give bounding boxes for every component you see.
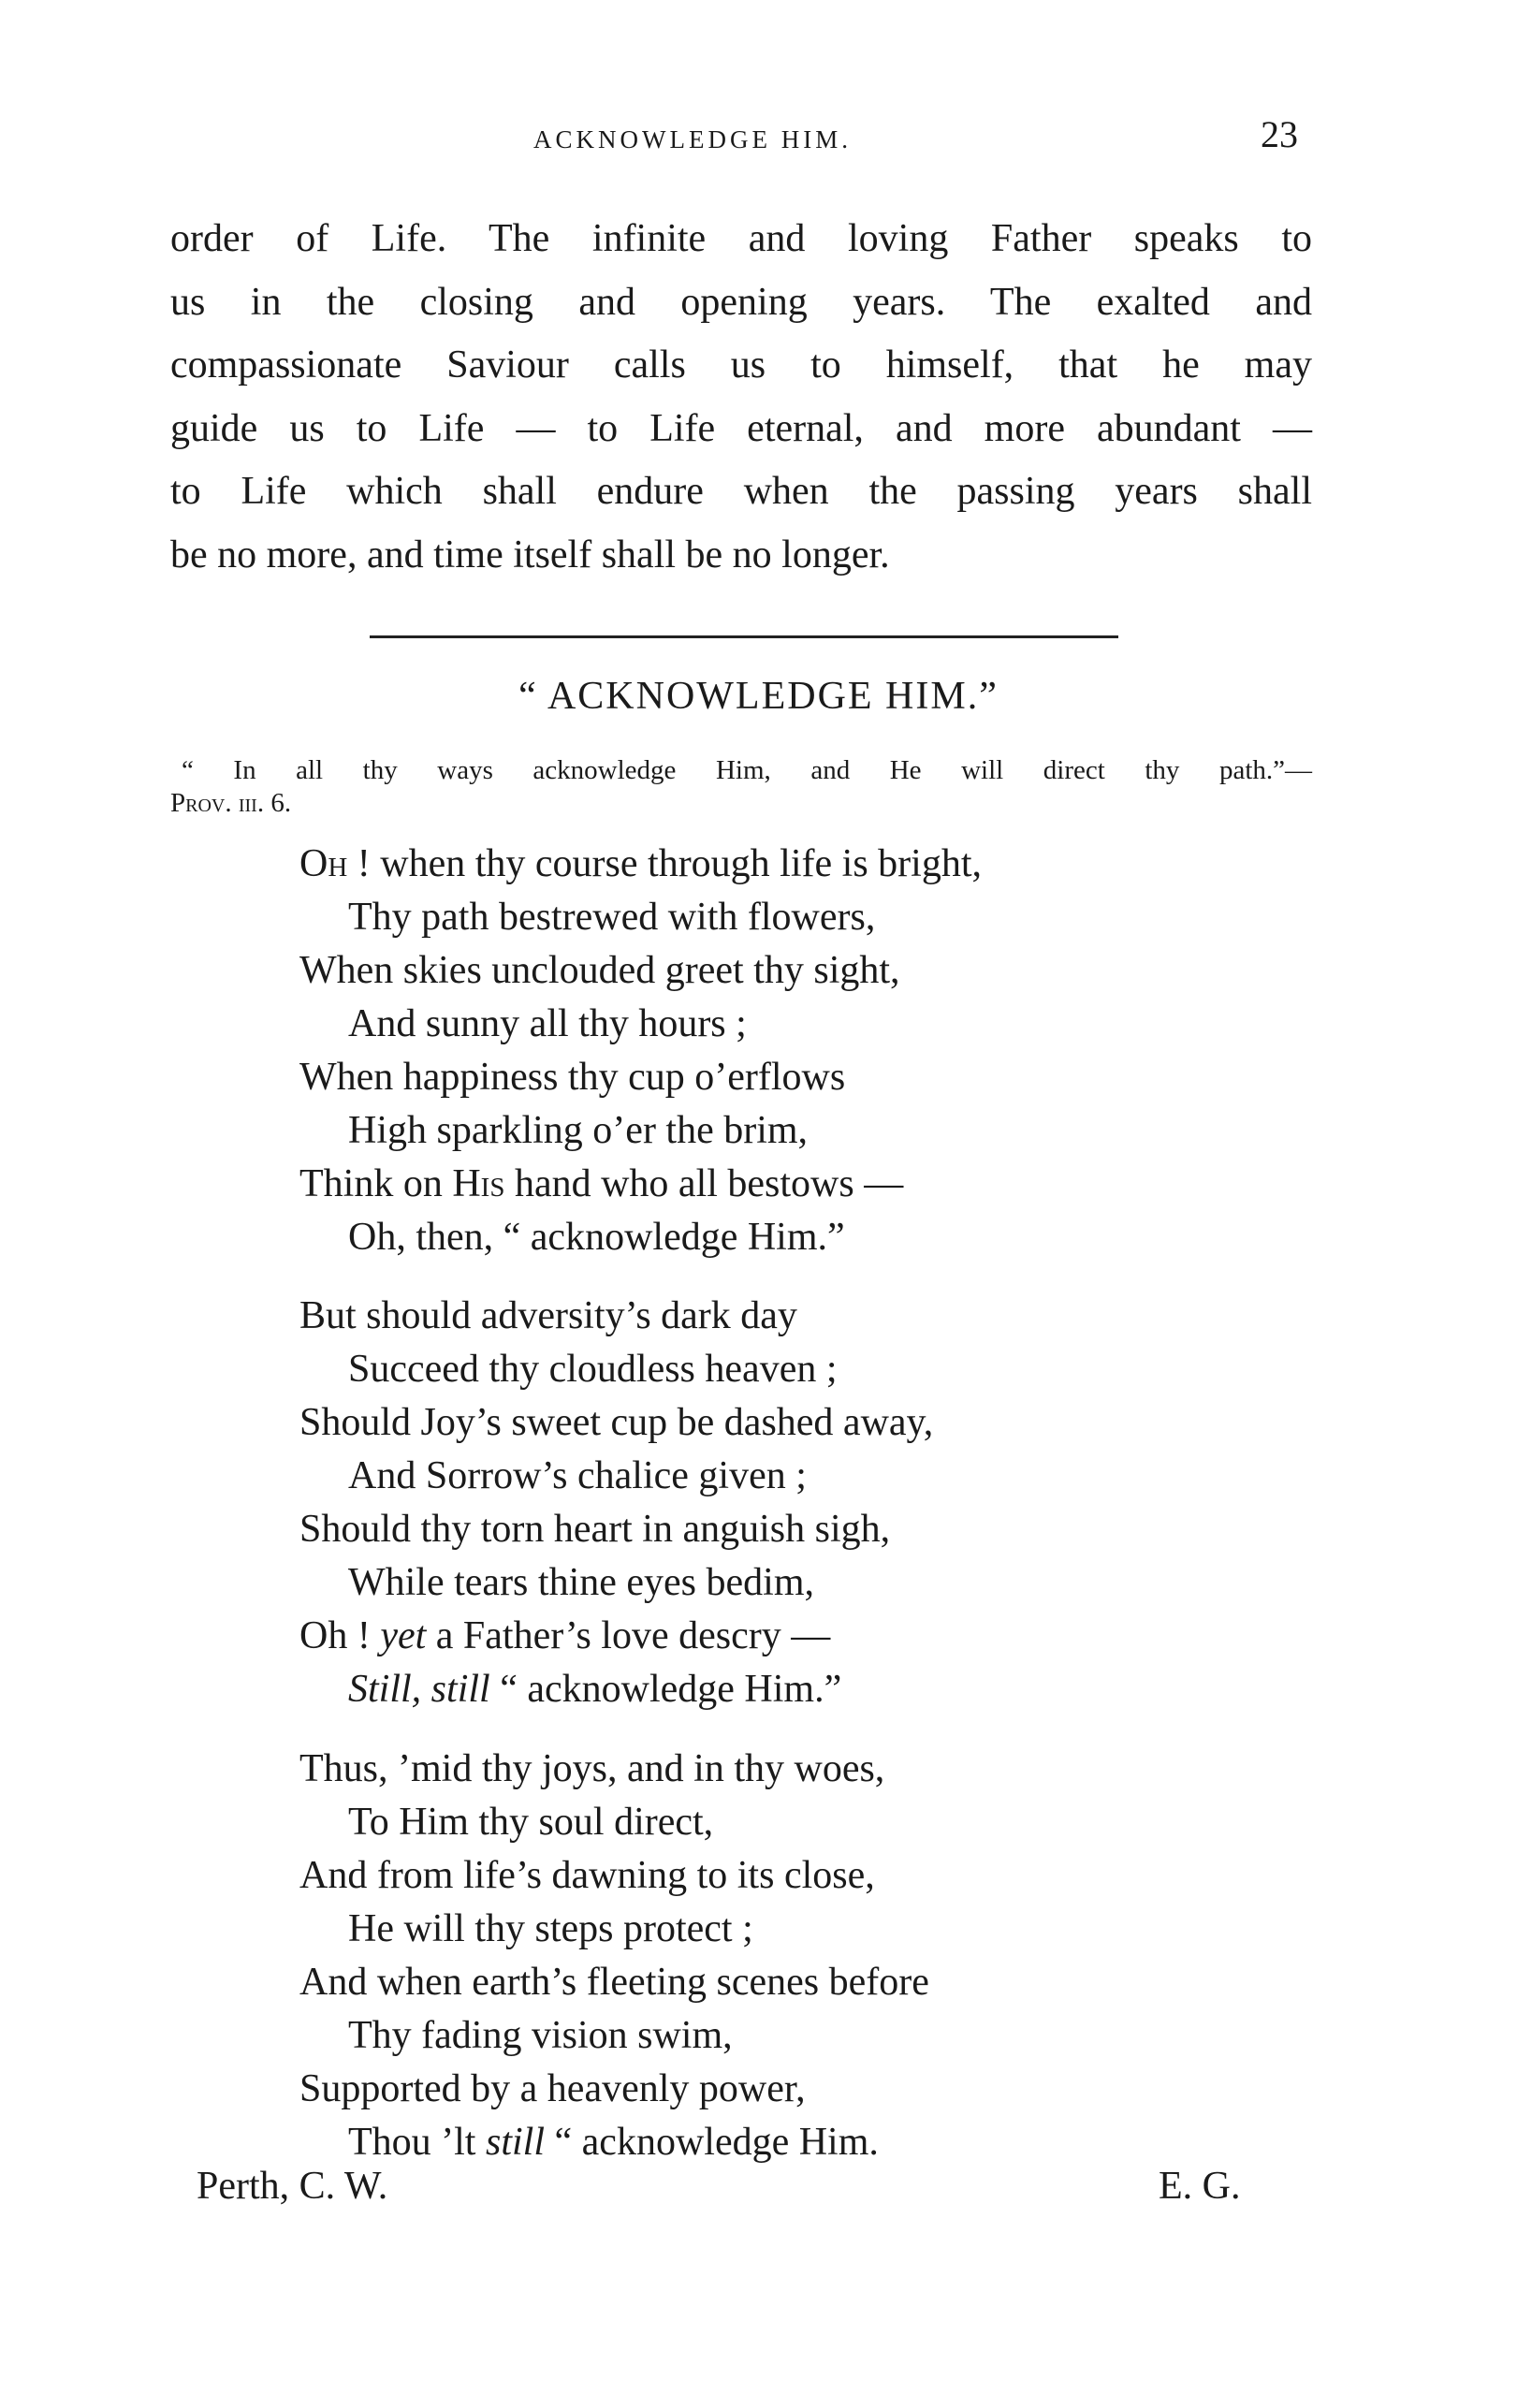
verse-line: Oh, then, “ acknowledge Him.” — [348, 1216, 845, 1259]
prose-line: guide us to Life — to Life eternal, and more abundant — — [170, 406, 1312, 450]
place-line: Perth, C. W. — [197, 2165, 388, 2208]
verse-line: And sunny all thy hours ; — [348, 1002, 747, 1045]
author-initials: E. G. — [1159, 2165, 1241, 2208]
verse-line: High sparkling o’er the brim, — [348, 1109, 809, 1152]
stanza-2 — [299, 1290, 1235, 1716]
verse-line: Supported by a heavenly power, — [299, 2067, 806, 2110]
page-number: 23 — [1261, 113, 1298, 155]
prose-line: to Life which shall endure when the passing years shall — [170, 470, 1312, 513]
section-divider — [370, 635, 1118, 638]
verse-line: And from life’s dawning to its close, — [299, 1854, 875, 1897]
verse-line: Thy fading vision swim, — [348, 2014, 733, 2057]
verse-line: Thus, ’mid thy joys, and in thy woes, — [299, 1747, 885, 1790]
verse-line: When happiness thy cup o’erflows — [299, 1056, 846, 1099]
verse-line: When skies unclouded greet thy sight, — [299, 949, 900, 992]
stanza-1 — [299, 838, 1235, 1264]
running-head — [0, 112, 1517, 168]
epigraph-text: “ In all thy ways acknowledge Him, and He will direct thy path.”— — [182, 755, 1312, 785]
verse-line: Should Joy’s sweet cup be dashed away, — [299, 1401, 934, 1444]
verse-line: Oh ! when thy course through life is bright, — [299, 842, 982, 885]
prose-paragraph — [170, 208, 1312, 587]
prose-line: order of Life. The infinite and loving Father speaks to — [170, 217, 1312, 260]
prose-line: us in the closing and opening years. The exalted and — [170, 280, 1312, 324]
verse-line: Thou ’lt still “ acknowledge Him. — [348, 2121, 879, 2164]
verse-line: And Sorrow’s chalice given ; — [348, 1454, 807, 1497]
stanza-3 — [299, 1743, 1235, 2169]
verse-line: To Him thy soul direct, — [348, 1801, 714, 1844]
verse-line: Still, still “ acknowledge Him.” — [348, 1668, 842, 1711]
running-title: ACKNOWLEDGE HIM. — [533, 125, 852, 153]
verse-line: He will thy steps protect ; — [348, 1907, 753, 1950]
verse-line: While tears thine eyes bedim, — [348, 1561, 814, 1604]
prose-line: be no more, and time itself shall be no longer. — [170, 533, 890, 576]
prose-line: compassionate Saviour calls us to himself, that he may — [170, 343, 1312, 387]
verse-line: And when earth’s fleeting scenes before — [299, 1961, 929, 2004]
verse-line: Think on His hand who all bestows — — [299, 1162, 904, 1205]
verse-line: Thy path bestrewed with flowers, — [348, 896, 876, 939]
verse-line: Succeed thy cloudless heaven ; — [348, 1348, 838, 1391]
poem-title: “ ACKNOWLEDGE HIM.” — [518, 675, 999, 718]
verse-line: Should thy torn heart in anguish sigh, — [299, 1508, 891, 1551]
epigraph-source: Prov. iii. 6. — [170, 788, 292, 818]
verse-line: Oh ! yet a Father’s love descry — — [299, 1614, 831, 1657]
epigraph — [170, 754, 1312, 820]
verse-line: But should adversity’s dark day — [299, 1294, 797, 1337]
